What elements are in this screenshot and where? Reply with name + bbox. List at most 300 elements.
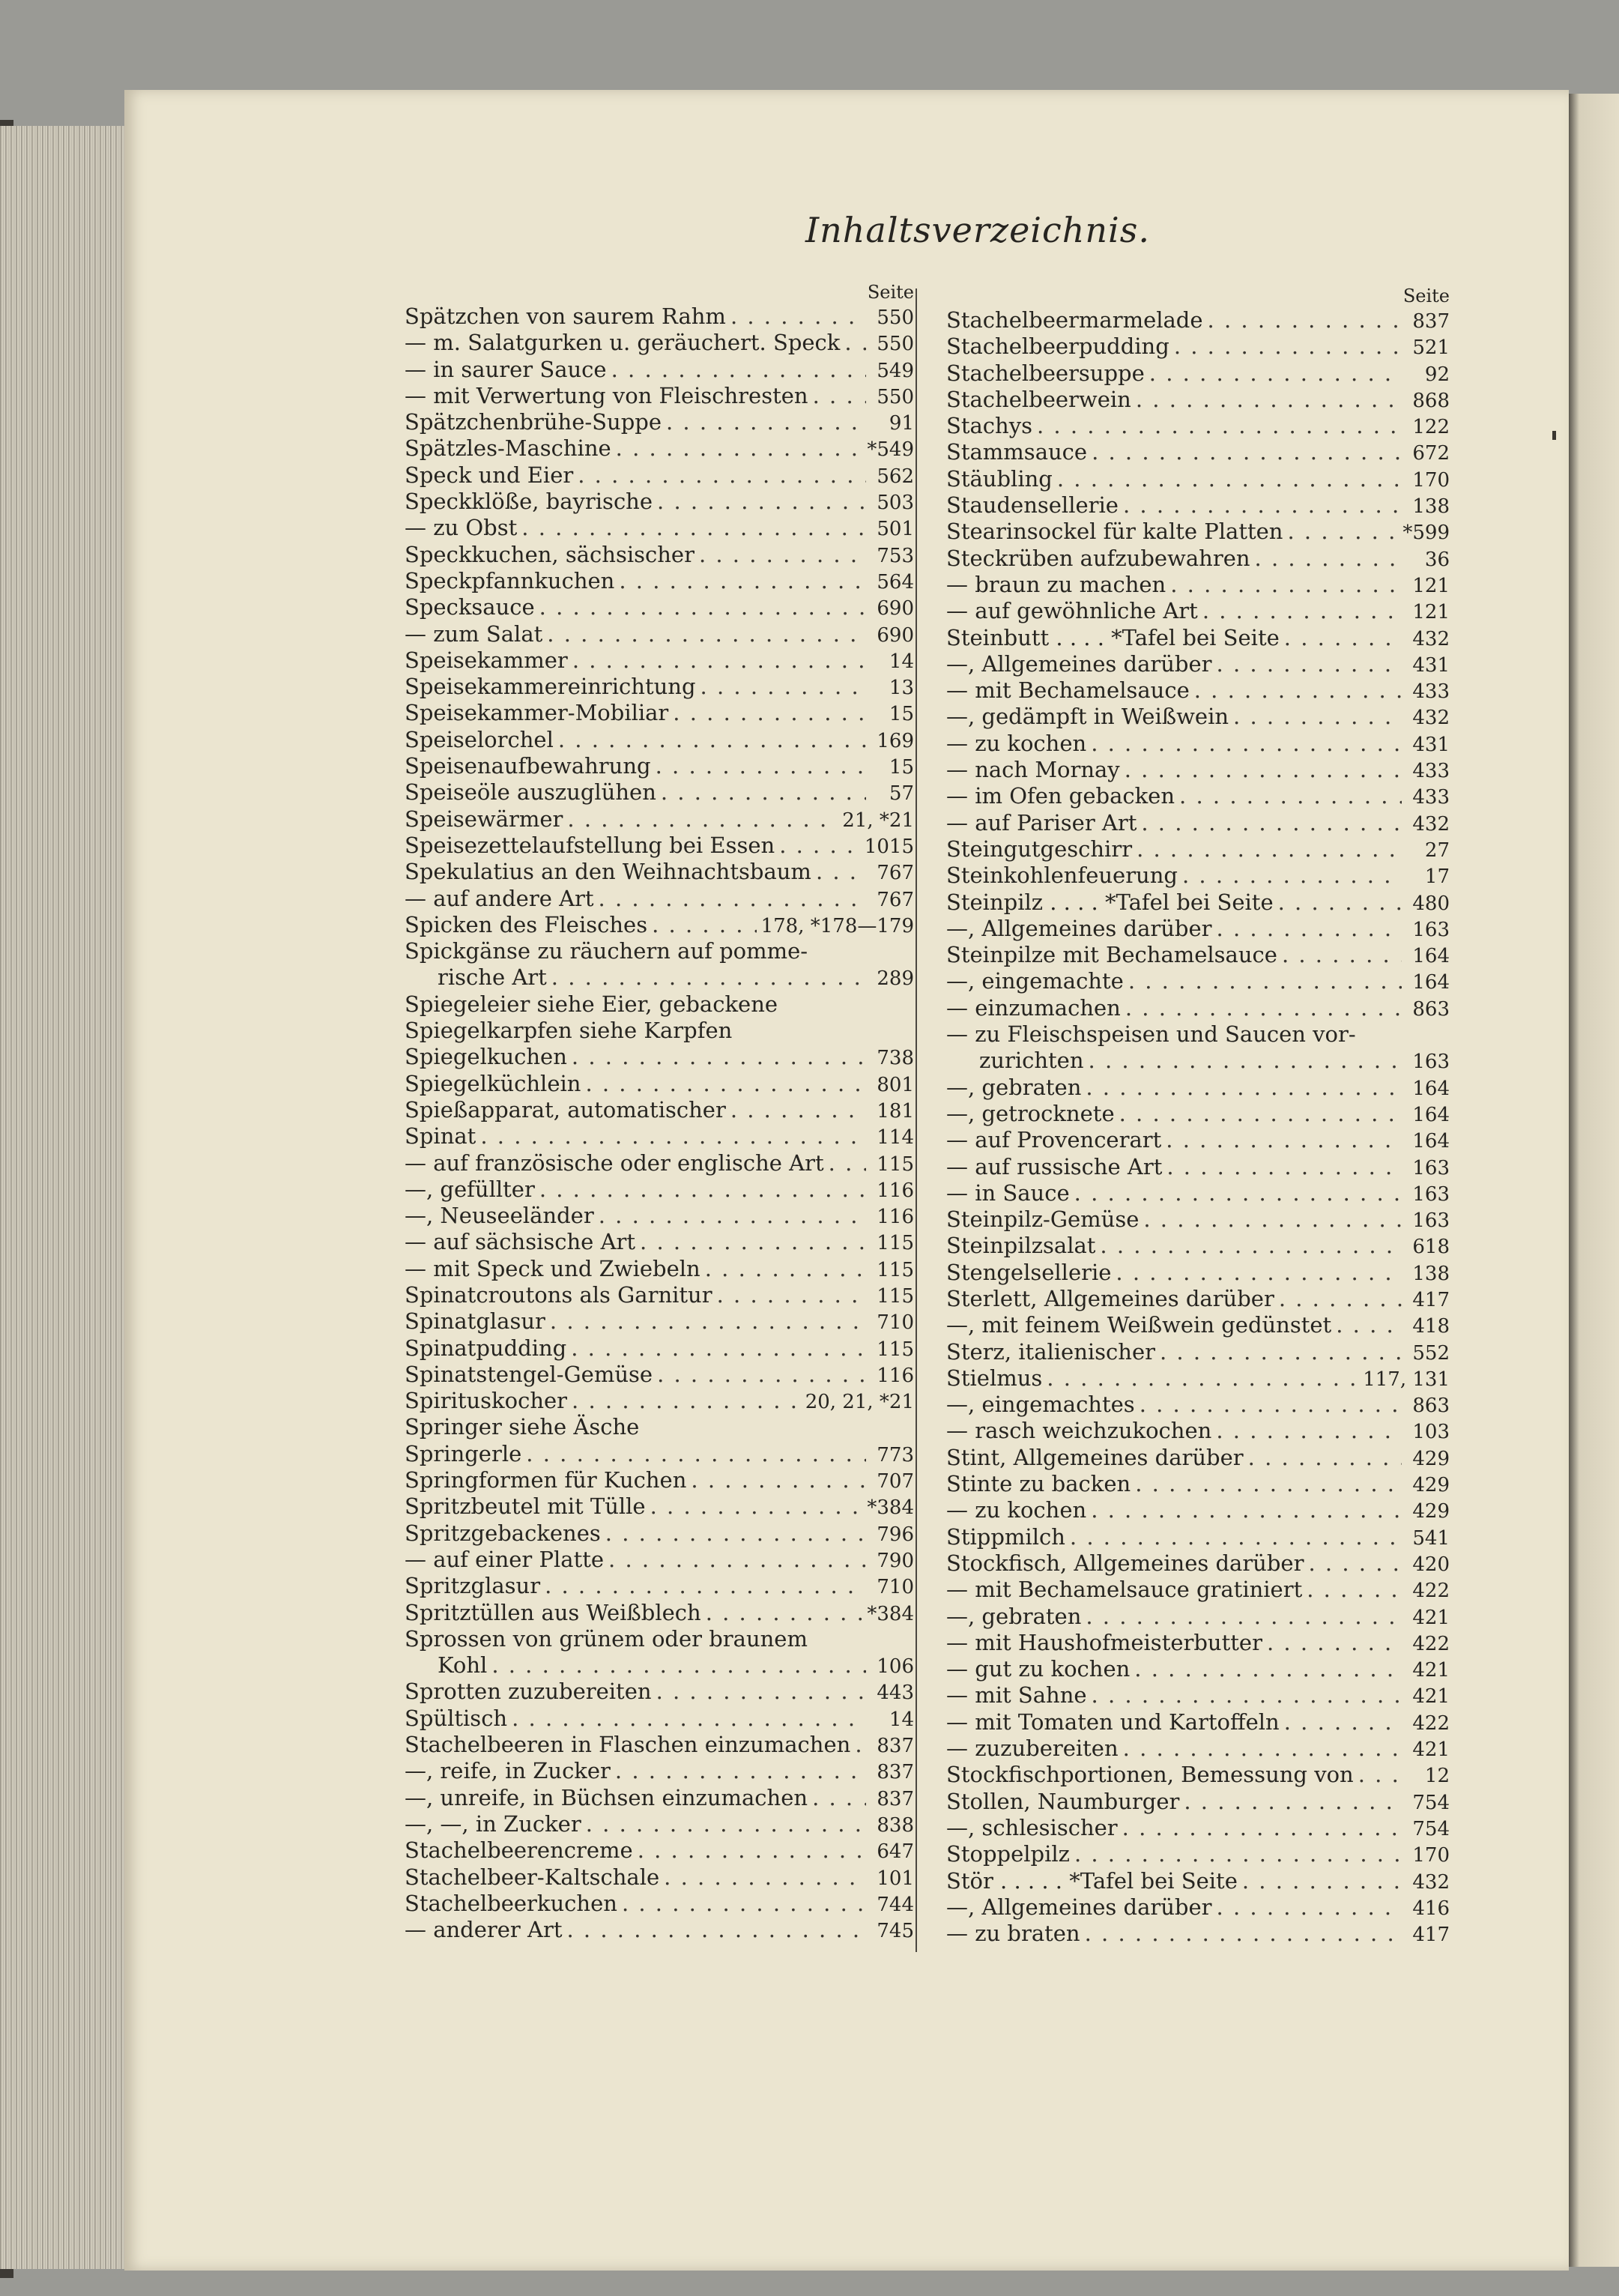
- entry-text: Speck und Eier: [405, 462, 574, 488]
- column-divider: [916, 288, 917, 1952]
- entry-text: Stäubling: [946, 465, 1053, 492]
- entry-text: Sterlett, Allgemeines darüber: [946, 1285, 1274, 1311]
- index-entry: [405, 912, 914, 938]
- dot-leader: [491, 1652, 866, 1679]
- dot-leader: [1217, 916, 1402, 942]
- index-entry: [946, 1789, 1450, 1815]
- dot-leader: [816, 859, 866, 885]
- entry-page-number: 115: [877, 1152, 914, 1176]
- dot-leader: [1057, 466, 1402, 492]
- index-entry: [405, 700, 914, 726]
- index-entry: [946, 651, 1450, 677]
- entry-text: — mit Haushofmeisterbutter: [946, 1629, 1262, 1655]
- entry-page-number: 181: [877, 1099, 914, 1123]
- index-entry: [405, 462, 914, 489]
- index-entry: [405, 1467, 914, 1493]
- entry-text: —, eingemachtes: [946, 1392, 1135, 1418]
- dot-leader: [1358, 1762, 1402, 1788]
- dot-leader: [813, 383, 866, 409]
- entry-page-number: 710: [877, 1311, 914, 1335]
- entry-text: — in Sauce: [946, 1179, 1070, 1206]
- page-edges: [0, 126, 129, 2269]
- dot-leader: [608, 1547, 866, 1573]
- entry-page-number: 163: [1412, 1051, 1450, 1074]
- index-entry: [946, 519, 1450, 545]
- index-column-right: [946, 285, 1450, 1947]
- index-entry: [405, 1917, 914, 1943]
- dot-leader: [1216, 1418, 1402, 1444]
- entry-page-number: 103: [1412, 1421, 1450, 1444]
- index-entry: [946, 333, 1450, 360]
- entry-page-number: *384: [867, 1602, 914, 1625]
- entry-page-number: 767: [877, 888, 914, 911]
- entry-text: — in saurer Sauce: [405, 356, 607, 382]
- entry-page-number: 91: [889, 412, 914, 435]
- dot-leader: [666, 409, 866, 435]
- entry-page-number: 121: [1412, 574, 1450, 597]
- entry-page-number: *599: [1402, 522, 1450, 545]
- dot-leader: [586, 1811, 866, 1837]
- dot-leader: [657, 489, 866, 515]
- dot-leader: [844, 330, 866, 356]
- next-page-edge: [1569, 94, 1619, 2267]
- entry-text: Spritzgebackenes: [405, 1520, 601, 1546]
- entry-page-number: 115: [877, 1232, 914, 1255]
- index-entry: [405, 1256, 914, 1282]
- dot-leader: [619, 568, 866, 594]
- entry-text: Spiegelküchlein: [405, 1070, 581, 1096]
- dot-leader: [1149, 360, 1402, 387]
- dot-leader: [1217, 651, 1402, 677]
- index-entry: [946, 677, 1450, 704]
- index-entry: [946, 546, 1450, 572]
- entry-page-number: 433: [1412, 786, 1450, 809]
- entry-page-number: 754: [1412, 1791, 1450, 1814]
- entry-text: Stockfischportionen, Bemessung von: [946, 1762, 1354, 1788]
- dot-leader: [1085, 1921, 1402, 1947]
- dot-leader: [717, 1282, 866, 1308]
- index-entry: [405, 1044, 914, 1070]
- dot-leader: [571, 1335, 866, 1362]
- index-entry: [405, 1600, 914, 1626]
- entry-page-number: 753: [877, 544, 914, 567]
- index-entry: [405, 542, 914, 568]
- entry-page-number: 117, 131: [1363, 1368, 1450, 1391]
- entry-text: — auf gewöhnliche Art: [946, 598, 1198, 624]
- entry-page-number: 36: [1424, 548, 1450, 571]
- entry-page-number: 422: [1412, 1712, 1450, 1735]
- dot-leader: [615, 1758, 866, 1784]
- dot-leader: [1123, 1735, 1402, 1762]
- entry-page-number: 164: [1412, 971, 1450, 994]
- entry-page-number: 541: [1412, 1526, 1450, 1550]
- entry-text: —, unreife, in Büchsen einzumachen: [405, 1784, 808, 1810]
- dot-leader: [1307, 1577, 1402, 1603]
- entry-text: Speisekammer-Mobiliar: [405, 700, 669, 726]
- dot-leader: [1137, 836, 1402, 862]
- dot-leader: [1284, 1709, 1402, 1735]
- entry-page-number: 178, *178—179: [760, 914, 914, 937]
- index-entry: [405, 357, 914, 383]
- entry-text: — m. Salatgurken u. geräuchert. Speck: [405, 330, 841, 356]
- entry-text: — auf französische oder englische Art: [405, 1149, 824, 1176]
- entry-page-number: 690: [877, 597, 914, 620]
- entry-text: — auf russische Art: [946, 1153, 1163, 1179]
- entry-text: Speisekammer: [405, 647, 568, 673]
- entry-text: Specksauce: [405, 594, 535, 620]
- index-entry: [946, 1260, 1450, 1286]
- entry-text: Stint, Allgemeines darüber: [946, 1444, 1244, 1470]
- entry-text: — gut zu kochen: [946, 1656, 1131, 1682]
- dot-leader: [779, 833, 860, 859]
- dot-leader: [657, 1362, 866, 1388]
- entry-page-number: 562: [877, 465, 914, 488]
- index-entry: [405, 1388, 914, 1414]
- entry-text: Spicken des Fleisches: [405, 911, 648, 937]
- dot-leader: [652, 912, 756, 938]
- entry-page-number: 801: [877, 1073, 914, 1096]
- index-entry: [946, 492, 1450, 519]
- index-entry: [946, 731, 1450, 757]
- dot-leader: [1166, 1127, 1402, 1153]
- entry-text: Steingutgeschirr: [946, 836, 1133, 862]
- entry-page-number: 92: [1424, 363, 1450, 386]
- dot-leader: [829, 1150, 866, 1176]
- dot-leader: [1092, 439, 1402, 465]
- entry-page-number: 138: [1412, 1262, 1450, 1285]
- dot-leader: [661, 779, 866, 806]
- index-entry: [405, 991, 914, 1018]
- index-entry: [405, 1018, 914, 1044]
- entry-page-number: 431: [1412, 653, 1450, 677]
- entry-text: — mit Bechamelsauce: [946, 677, 1190, 704]
- dot-leader: [700, 674, 866, 700]
- entry-page-number: 164: [1412, 945, 1450, 968]
- entry-page-number: *384: [867, 1496, 914, 1520]
- entry-text: Spültisch: [405, 1705, 508, 1731]
- entry-text: — mit Tomaten und Kartoffeln: [946, 1709, 1280, 1735]
- index-entry: [405, 435, 914, 462]
- index-entry: [405, 674, 914, 700]
- dot-leader: [1074, 1841, 1402, 1867]
- entry-text: —, gebraten: [946, 1074, 1082, 1100]
- index-entry: [946, 1101, 1450, 1127]
- index-entry: [405, 753, 914, 779]
- entry-page-number: 421: [1412, 1738, 1450, 1762]
- entry-text: — auf sächsische Art: [405, 1229, 636, 1255]
- index-entry: [405, 1785, 914, 1811]
- index-entry: [946, 1497, 1450, 1523]
- entry-text: Steinbutt . . . . *Tafel bei Seite: [946, 624, 1280, 650]
- index-entry: [405, 1308, 914, 1335]
- entry-page-number: 101: [877, 1867, 914, 1890]
- entry-page-number: 57: [889, 782, 914, 806]
- entry-page-number: 432: [1412, 1870, 1450, 1894]
- entry-page-number: 738: [877, 1047, 914, 1070]
- entry-page-number: 169: [877, 729, 914, 752]
- index-entry: [946, 1630, 1450, 1656]
- dot-leader: [1070, 1524, 1402, 1550]
- index-list-left: [405, 303, 914, 1943]
- index-entry: [405, 1097, 914, 1123]
- entry-page-number: 564: [877, 570, 914, 593]
- index-entry: [946, 1365, 1450, 1392]
- index-entry: [405, 1652, 914, 1679]
- entry-text: Spritzbeutel mit Tülle: [405, 1493, 646, 1520]
- index-entry: [946, 1286, 1450, 1312]
- dot-leader: [656, 753, 866, 779]
- dot-leader: [1336, 1312, 1402, 1338]
- entry-text: Spritzglasur: [405, 1573, 541, 1599]
- dot-leader: [572, 1044, 866, 1070]
- index-entry: [946, 466, 1450, 492]
- entry-text: rische Art: [438, 964, 547, 991]
- dot-leader: [545, 1573, 866, 1599]
- entry-page-number: 432: [1412, 627, 1450, 650]
- entry-page-number: 417: [1412, 1288, 1450, 1311]
- dot-leader: [605, 1520, 866, 1547]
- entry-text: Speckpfannkuchen: [405, 567, 615, 593]
- entry-text: Stachelbeerpudding: [946, 333, 1169, 360]
- dot-leader: [1282, 942, 1402, 968]
- entry-page-number: 163: [1412, 918, 1450, 941]
- dot-leader: [1194, 677, 1402, 704]
- entry-page-number: 480: [1412, 892, 1450, 915]
- dot-leader: [638, 1837, 866, 1864]
- index-entry: [946, 1206, 1450, 1233]
- entry-text: Spekulatius an den Weihnachtsbaum: [405, 859, 811, 885]
- entry-page-number: 550: [877, 306, 914, 329]
- index-entry: [405, 1282, 914, 1308]
- entry-text: Spinatglasur: [405, 1308, 545, 1335]
- index-entry: [405, 330, 914, 356]
- dot-leader: [730, 1097, 866, 1123]
- dot-leader: [1125, 995, 1402, 1021]
- entry-page-number: 433: [1412, 680, 1450, 704]
- index-entry: [946, 1524, 1450, 1550]
- index-entry: [405, 1150, 914, 1176]
- dot-leader: [1166, 1154, 1402, 1180]
- dot-leader: [691, 1467, 866, 1493]
- index-entry: [946, 625, 1450, 651]
- entry-page-number: 115: [877, 1258, 914, 1281]
- entry-page-number: 672: [1412, 442, 1450, 465]
- index-entry: [405, 1837, 914, 1864]
- dot-leader: [1092, 1682, 1402, 1709]
- index-entry: [946, 572, 1450, 598]
- entry-page-number: 170: [1412, 1844, 1450, 1867]
- entry-text: — zu kochen: [946, 1497, 1087, 1523]
- index-entry: [405, 1758, 914, 1784]
- index-entry: [405, 1203, 914, 1229]
- entry-page-number: 433: [1412, 760, 1450, 783]
- entry-page-number: 767: [877, 862, 914, 885]
- entry-text: Stearinsockel für kalte Platten: [946, 519, 1283, 545]
- entry-page-number: 429: [1412, 1447, 1450, 1470]
- index-entry: [946, 1894, 1450, 1921]
- entry-text: — zu braten: [946, 1921, 1080, 1947]
- dot-leader: [1288, 519, 1399, 545]
- entry-text: Stachys: [946, 413, 1032, 439]
- index-entry: [405, 489, 914, 515]
- entry-text: Springformen für Kuchen: [405, 1467, 687, 1493]
- entry-text: — rasch weichzukochen: [946, 1418, 1212, 1444]
- dot-leader: [539, 594, 866, 620]
- dot-leader: [1125, 757, 1402, 783]
- margin-mark: [1552, 431, 1556, 440]
- index-entry: [946, 968, 1450, 994]
- entry-page-number: 744: [877, 1893, 914, 1916]
- index-list-right: [946, 307, 1450, 1947]
- page-title: Inhaltsverzeichnis.: [805, 210, 1150, 250]
- entry-text: Speckklöße, bayrische: [405, 489, 653, 515]
- entry-text: Steinpilzsalat: [946, 1233, 1096, 1259]
- entry-page-number: 429: [1412, 1474, 1450, 1497]
- index-entry: [405, 1493, 914, 1520]
- entry-text: Speckkuchen, sächsischer: [405, 541, 694, 567]
- entry-text: Spickgänse zu räuchern auf pomme-: [405, 938, 808, 964]
- entry-text: Speisenaufbewahrung: [405, 753, 651, 779]
- entry-page-number: 421: [1412, 1685, 1450, 1709]
- entry-page-number: 837: [877, 1735, 914, 1758]
- entry-page-number: 552: [1412, 1341, 1450, 1365]
- dot-leader: [480, 1123, 866, 1149]
- dot-leader: [622, 1891, 866, 1917]
- index-entry: [946, 1418, 1450, 1444]
- entry-text: —, getrocknete: [946, 1100, 1115, 1126]
- entry-page-number: 420: [1412, 1553, 1450, 1576]
- entry-page-number: 796: [877, 1523, 914, 1546]
- index-entry: [405, 859, 914, 885]
- dot-leader: [1074, 1180, 1402, 1206]
- index-entry: [405, 1547, 914, 1573]
- index-entry: [946, 704, 1450, 730]
- index-entry: [946, 757, 1450, 783]
- entry-text: —, gedämpft in Weißwein: [946, 704, 1229, 730]
- index-entry: [946, 387, 1450, 413]
- dot-leader: [1140, 1392, 1402, 1418]
- entry-page-number: 549: [877, 359, 914, 382]
- dot-leader: [1267, 1630, 1402, 1656]
- dot-leader: [521, 515, 866, 541]
- index-entry: [946, 1339, 1450, 1365]
- entry-text: Stachelbeermarmelade: [946, 307, 1203, 333]
- index-entry: [946, 1604, 1450, 1630]
- index-entry: [946, 1841, 1450, 1867]
- entry-text: Stinte zu backen: [946, 1471, 1131, 1497]
- entry-text: — nach Mornay: [946, 757, 1120, 783]
- entry-text: —, reife, in Zucker: [405, 1758, 611, 1784]
- index-entry: [946, 1392, 1450, 1418]
- dot-leader: [1184, 1789, 1402, 1815]
- index-entry: [946, 1735, 1450, 1762]
- index-entry: [405, 303, 914, 330]
- entry-text: —, schlesischer: [946, 1814, 1118, 1840]
- dot-leader: [616, 435, 863, 462]
- dot-leader: [1128, 968, 1402, 994]
- index-entry: [946, 1815, 1450, 1841]
- dot-leader: [1116, 1260, 1402, 1286]
- index-entry: [405, 886, 914, 912]
- entry-page-number: 421: [1412, 1659, 1450, 1682]
- index-entry: [405, 594, 914, 620]
- dot-leader: [611, 357, 866, 383]
- dot-leader: [812, 1785, 866, 1811]
- entry-page-number: 432: [1412, 707, 1450, 730]
- dot-leader: [1091, 1497, 1402, 1523]
- entry-text: Sprossen von grünem oder braunem: [405, 1625, 808, 1652]
- index-entry: [946, 995, 1450, 1021]
- dot-leader: [1123, 492, 1402, 519]
- index-entry: [405, 1891, 914, 1917]
- entry-page-number: 421: [1412, 1606, 1450, 1629]
- entry-text: — einzumachen: [946, 994, 1121, 1021]
- index-entry: [946, 783, 1450, 809]
- index-entry: [946, 1075, 1450, 1101]
- entry-text: Speisezettelaufstellung bei Essen: [405, 832, 775, 858]
- index-entry: [946, 1180, 1450, 1206]
- dot-leader: [1047, 1365, 1358, 1392]
- index-entry: [946, 1233, 1450, 1259]
- dot-leader: [550, 1308, 866, 1335]
- entry-page-number: 418: [1412, 1315, 1450, 1338]
- dot-leader: [572, 1388, 801, 1414]
- index-entry: [946, 439, 1450, 465]
- entry-page-number: 501: [877, 518, 914, 541]
- entry-page-number: 164: [1412, 1130, 1450, 1153]
- index-entry: [405, 1679, 914, 1705]
- entry-page-number: 754: [1412, 1817, 1450, 1840]
- index-entry: [405, 1335, 914, 1362]
- index-entry: [405, 1441, 914, 1467]
- entry-text: Stachelbeersuppe: [946, 360, 1145, 386]
- dot-leader: [585, 1071, 866, 1097]
- entry-page-number: 790: [877, 1549, 914, 1572]
- dot-leader: [1278, 889, 1402, 916]
- index-entry: [946, 1154, 1450, 1180]
- entry-text: Spiegeleier siehe Eier, gebackene: [405, 991, 778, 1017]
- dot-leader: [1174, 333, 1402, 360]
- entry-text: Stachelbeerencreme: [405, 1837, 633, 1864]
- entry-page-number: 521: [1412, 336, 1450, 360]
- entry-text: —, gebraten: [946, 1603, 1082, 1629]
- index-entry: [946, 1312, 1450, 1338]
- index-entry: [405, 833, 914, 859]
- entry-text: Sprotten zuzubereiten: [405, 1679, 652, 1705]
- entry-text: — zu kochen: [946, 730, 1087, 756]
- index-entry: [946, 942, 1450, 968]
- entry-page-number: 116: [877, 1179, 914, 1202]
- index-entry: [405, 1229, 914, 1255]
- entry-text: Spätzles-Maschine: [405, 435, 611, 462]
- entry-text: zurichten: [979, 1048, 1084, 1074]
- entry-page-number: 289: [877, 967, 914, 991]
- entry-page-number: 550: [877, 385, 914, 408]
- index-entry: [405, 621, 914, 647]
- index-entry: [946, 1127, 1450, 1153]
- entry-text: Steinpilz . . . . *Tafel bei Seite: [946, 889, 1274, 915]
- dot-leader: [1086, 1075, 1402, 1101]
- entry-page-number: 15: [889, 756, 914, 779]
- index-entry: [405, 779, 914, 806]
- index-entry: [946, 1021, 1450, 1048]
- index-entry: [946, 1048, 1450, 1074]
- entry-page-number: 121: [1412, 601, 1450, 624]
- entry-text: Speisekammereinrichtung: [405, 674, 696, 700]
- entry-page-number: 745: [877, 1920, 914, 1943]
- entry-text: Stoppelpilz: [946, 1841, 1070, 1867]
- entry-page-number: 21, *21: [842, 809, 914, 832]
